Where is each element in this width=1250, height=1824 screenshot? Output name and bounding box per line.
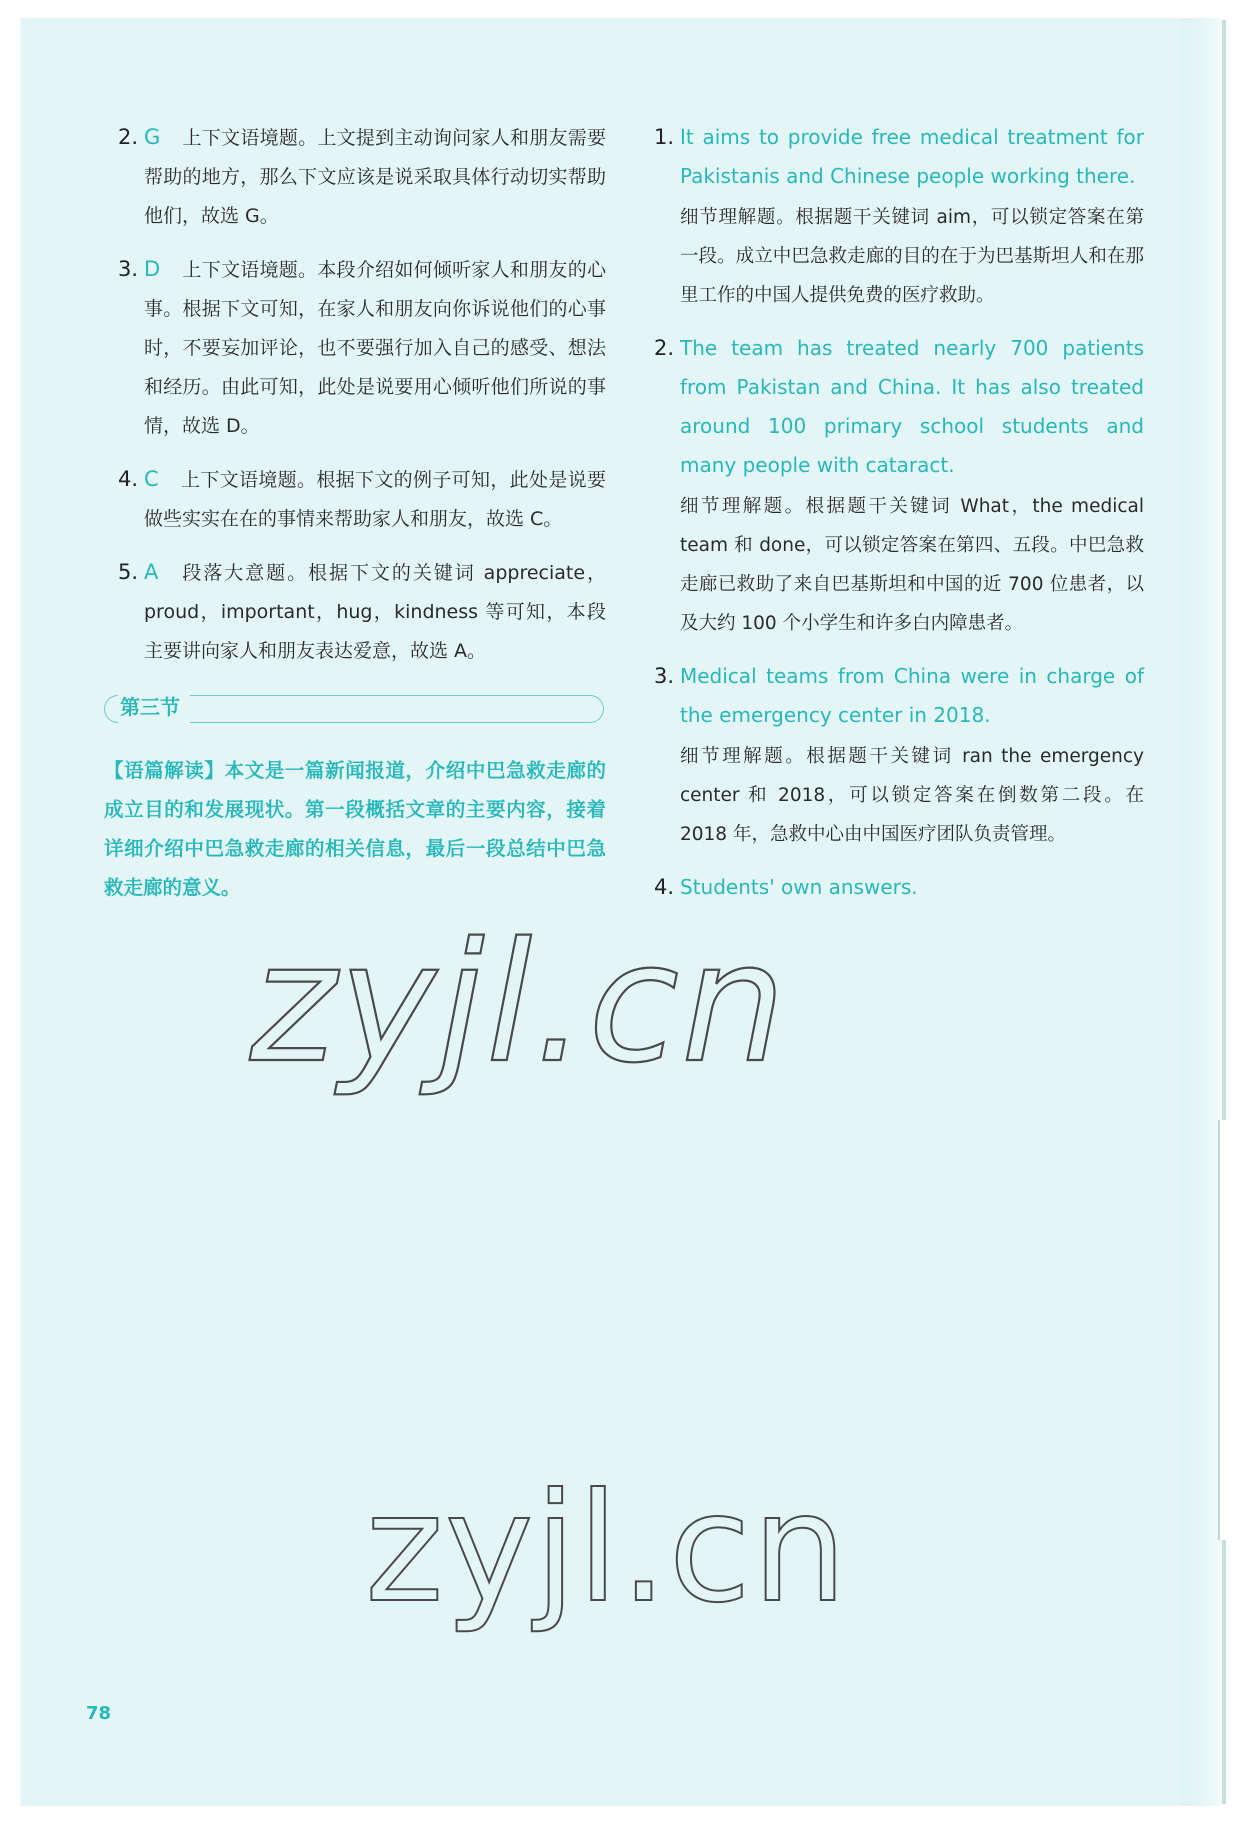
answer-key: C [144, 467, 159, 491]
item-number: 2. [118, 125, 139, 149]
right-column [654, 118, 1144, 921]
list-item [654, 118, 1144, 315]
page-tear [1218, 1120, 1232, 1540]
left-column [104, 118, 606, 907]
list-item [654, 657, 1144, 854]
item-number: 4. [118, 467, 139, 491]
explanation-text: 上下文语境题。本段介绍如何倾听家人和朋友的心事。根据下文可知，在家人和朋友向你诉说他们的心事时，不要妄加评论，也不要强行加入自己的感受、想法和经历。由此可知，此处是说要用心倾听他们所说的事情，故选 D。 [144, 259, 606, 437]
passage-analysis: 【语篇解读】本文是一篇新闻报道，介绍中巴急救走廊的成立目的和发展现状。第一段概括文章的主要内容，接着详细介绍中巴急救走廊的相关信息，最后一段总结中巴急救走廊的意义。 [104, 759, 606, 899]
answer-text: The team has treated nearly 700 patients from Pakistan and China. It has also treated around 100 primary school students and many people with cataract. [680, 336, 1144, 477]
list-item [118, 553, 606, 671]
answer-text: Students' own answers. [680, 875, 918, 899]
item-number: 3. [654, 664, 675, 688]
explanation-text: 细节理解题。根据题干关键词 What，the medical team 和 done，可以锁定答案在第四、五段。中巴急救走廊已救助了来自巴基斯坦和中国的近 700 位患者，以及大约 100 个小学生和许多白内障患者。 [680, 496, 1144, 634]
item-number: 4. [654, 875, 675, 899]
list-item [118, 118, 606, 236]
item-number: 2. [654, 336, 675, 360]
answer-key: D [144, 257, 161, 281]
explanation-text: 段落大意题。根据下文的关键词 appreciate，proud，important，hug，kindness 等可知，本段主要讲向家人和朋友表达爱意，故选 A。 [144, 562, 606, 662]
section-title: 第三节 [118, 689, 190, 725]
item-number: 1. [654, 125, 675, 149]
svg-text:zyjl.cn: zyjl.cn [365, 1462, 849, 1636]
answer-key: G [144, 125, 161, 149]
explanation-text: 细节理解题。根据题干关键词 aim，可以锁定答案在第一段。成立中巴急救走廊的目的在于为巴基斯坦人和在那里工作的中国人提供免费的医疗救助。 [680, 207, 1144, 306]
item-number: 5. [118, 560, 139, 584]
svg-text:zyjl.cn: zyjl.cn [250, 907, 788, 1099]
explanation-text: 上下文语境题。上文提到主动询问家人和朋友需要帮助的地方，那么下文应该是说采取具体行动切实帮助他们，故选 G。 [144, 127, 606, 227]
list-item [654, 329, 1144, 643]
watermark-logo [360, 1400, 860, 1670]
explanation-text: 细节理解题。根据题干关键词 ran the emergency center 和 2018，可以锁定答案在倒数第二段。在 2018 年，急救中心由中国医疗团队负责管理。 [680, 746, 1144, 845]
answer-text: Medical teams from China were in charge of the emergency center in 2018. [680, 664, 1144, 727]
page-number: 78 [86, 1703, 112, 1724]
list-item [118, 250, 606, 446]
answer-text: It aims to provide free medical treatment for Pakistanis and Chinese people working there. [680, 125, 1144, 188]
explanation-text: 上下文语境题。根据下文的例子可知，此处是说要做些实实在在的事情来帮助家人和朋友，故选 C。 [144, 469, 606, 530]
section-header [118, 689, 606, 727]
watermark-logo [240, 900, 880, 1120]
answer-key: A [144, 560, 159, 584]
item-number: 3. [118, 257, 139, 281]
list-item [118, 460, 606, 539]
